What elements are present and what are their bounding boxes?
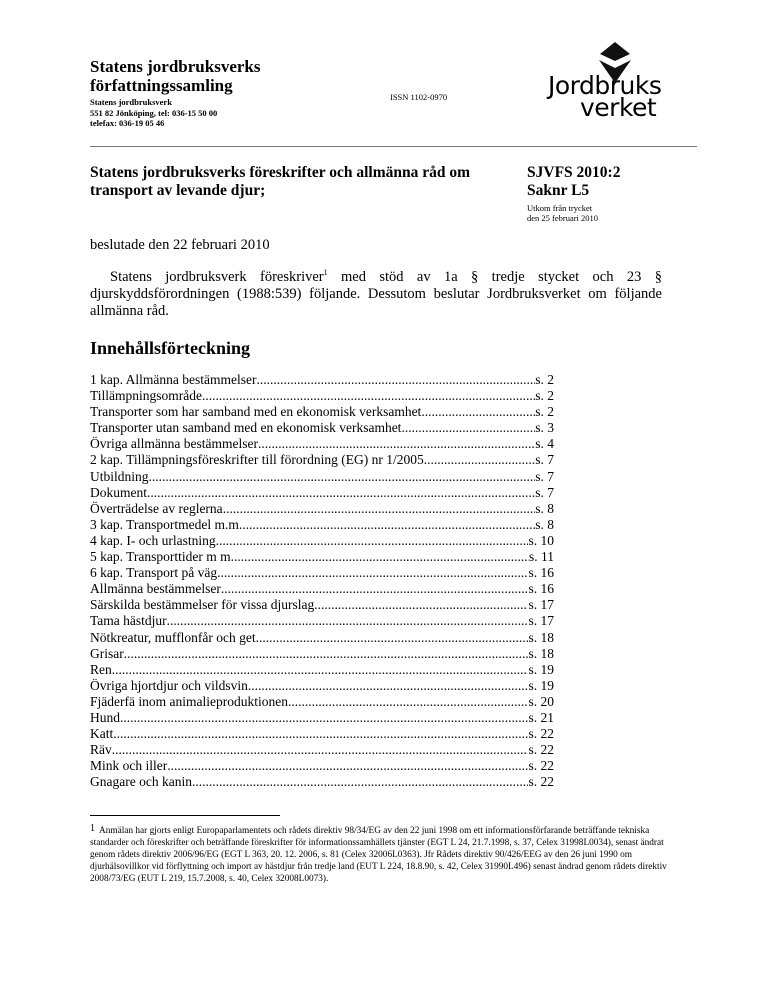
toc-entry[interactable]: [90, 501, 554, 517]
toc-leader-dots: [401, 420, 535, 436]
toc-leader-dots: [112, 662, 529, 678]
toc-entry-label: Allmänna bestämmelser: [90, 581, 221, 597]
document-code: SJVFS 2010:2: [527, 164, 621, 181]
toc-entry[interactable]: [90, 549, 554, 565]
toc-entry[interactable]: [90, 597, 554, 613]
toc-entry-page: s. 7: [535, 452, 554, 468]
toc-entry[interactable]: [90, 742, 554, 758]
address-line-3: telefax: 036-19 05 46: [90, 118, 165, 128]
publication-title-line-2: författningssamling: [90, 76, 233, 95]
toc-entry[interactable]: [90, 372, 554, 388]
toc-entry-page: s. 7: [535, 484, 554, 500]
toc-entry-page: s. 11: [528, 549, 554, 565]
toc-entry-label: Katt: [90, 726, 114, 742]
logo-line-1: Jordbruks: [548, 71, 662, 100]
toc-leader-dots: [113, 726, 528, 742]
toc-entry-page: s. 21: [528, 709, 554, 725]
toc-entry-page: s. 19: [528, 677, 554, 693]
toc-leader-dots: [258, 436, 535, 452]
toc-entry-label: Tama hästdjur: [90, 613, 167, 629]
toc-entry[interactable]: [90, 469, 554, 485]
issued-date: [527, 203, 598, 223]
toc-entry-page: s. 22: [528, 774, 554, 790]
toc-entry-page: s. 20: [528, 693, 554, 709]
toc-entry-label: Dokument: [90, 484, 147, 500]
toc-leader-dots: [256, 372, 535, 388]
intro-text-end: med stöd av 1a § tredje stycket och 23 § djurskyddsförordningen (1988:539) följande. Dessutom beslutar Jordbruksverket om följande allmänna råd.: [90, 269, 662, 319]
toc-entry[interactable]: [90, 774, 554, 790]
toc-leader-dots: [120, 710, 528, 726]
toc-entry-page: s. 8: [535, 500, 554, 516]
logo-line-2: verket: [580, 93, 657, 122]
toc-leader-dots: [242, 517, 535, 533]
toc-entry-label: Tillämpningsområde: [90, 388, 203, 404]
toc-entry-page: s. 3: [535, 420, 554, 436]
toc-entry-page: s. 18: [528, 629, 554, 645]
toc-entry[interactable]: [90, 485, 554, 501]
toc-entry-label: Övriga allmänna bestämmelser: [90, 436, 258, 452]
toc-entry[interactable]: [90, 758, 554, 774]
toc-entry-label: Hund: [90, 709, 120, 725]
header-divider: [90, 146, 697, 147]
toc-entry-page: s. 16: [528, 565, 554, 581]
toc-entry-label: Ren: [90, 661, 112, 677]
toc-entry-page: s. 2: [535, 388, 554, 404]
issued-line-1: Utkom från trycket: [527, 203, 593, 213]
toc-entry-page: s. 22: [528, 758, 554, 774]
toc-entry-page: s. 17: [528, 613, 554, 629]
toc-entry-page: s. 17: [528, 597, 554, 613]
toc-entry[interactable]: [90, 630, 554, 646]
toc-entry-page: s. 18: [528, 645, 554, 661]
footnote-marker: 1: [90, 823, 95, 834]
intro-text-start: Statens jordbruksverk föreskriver: [110, 269, 324, 285]
toc-entry[interactable]: [90, 452, 554, 468]
decision-date: beslutade den 22 februari 2010: [90, 237, 270, 253]
toc-entry[interactable]: [90, 565, 554, 581]
toc-leader-dots: [124, 646, 529, 662]
toc-entry-label: Nötkreatur, mufflonfår och get: [90, 629, 256, 645]
intro-paragraph: [90, 269, 662, 320]
toc-entry-label: Överträdelse av reglerna: [90, 500, 223, 516]
document-title: Statens jordbruksverks föreskrifter och allmänna råd om transport av levande djur;: [90, 164, 471, 199]
toc-leader-dots: [216, 533, 529, 549]
toc-entry[interactable]: [90, 388, 554, 404]
toc-entry[interactable]: [90, 678, 554, 694]
toc-entry-page: s. 4: [535, 436, 554, 452]
publication-title: [90, 57, 261, 95]
footnote: [90, 823, 690, 885]
footnote-text: Anmälan har gjorts enligt Europaparlamentets och rådets direktiv 98/34/EG av den 22 juni 1998 om ett informationsförfarande beträffande tekniska standarder och föreskrifter och beträffande föreskrifter för informationssamhällets tjänster (EGT L 24, 21.7.1998, s. 37, Celex 31998L0034), senast ändrat genom rådets direktiv 2006/96/EG (EGT L 363, 20. 12. 2006, s. 81 (Celex 32006L0363). Jfr Rådets direktiv 90/426/EEG av den 26 juni 1990 om djurhälsovillkor vid förflyttning och import av hästdjur från tredje land (EUT L 224, 18.8.90, s. 42, Celex 31990L496) senast ändrad genom rådets direktiv 2008/73/EG (EUT L 219, 15.7.2008, s. 40, Celex 32008L0073).: [90, 826, 667, 884]
issn-number: ISSN 1102-0970: [390, 92, 448, 102]
toc-leader-dots: [217, 565, 528, 581]
toc-entry-page: s. 10: [528, 532, 554, 548]
toc-entry-page: s. 7: [535, 468, 554, 484]
publication-title-line-1: Statens jordbruksverks: [90, 57, 261, 76]
toc-entry[interactable]: [90, 662, 554, 678]
toc-entry-page: s. 22: [528, 742, 554, 758]
toc-entry[interactable]: [90, 613, 554, 629]
toc-leader-dots: [192, 774, 529, 790]
toc-leader-dots: [147, 485, 535, 501]
toc-entry-label: Gnagare och kanin: [90, 774, 192, 790]
toc-entry-label: 1 kap. Allmänna bestämmelser: [90, 372, 257, 387]
toc-entry[interactable]: [90, 694, 554, 710]
toc-entry-page: s. 2: [535, 404, 554, 420]
toc-entry-label: Utbildning: [90, 468, 149, 484]
toc-entry-label: 4 kap. I- och urlastning: [90, 532, 216, 548]
toc-list: [90, 372, 554, 790]
toc-entry[interactable]: [90, 404, 554, 420]
issued-line-2: den 25 februari 2010: [527, 213, 599, 223]
toc-leader-dots: [248, 678, 529, 694]
toc-entry-page: s. 22: [528, 726, 554, 742]
publisher-address: [90, 97, 217, 129]
toc-leader-dots: [149, 469, 536, 485]
toc-entry[interactable]: [90, 646, 554, 662]
toc-entry-label: Transporter utan samband med en ekonomisk verksamhet: [90, 420, 402, 436]
toc-entry-label: 2 kap. Tillämpningsföreskrifter till förordning (EG) nr 1/2005: [90, 452, 424, 468]
toc-entry-label: Fjäderfä inom animalieproduktionen: [90, 693, 288, 709]
toc-heading: Innehållsförteckning: [90, 338, 251, 358]
toc-leader-dots: [424, 452, 536, 468]
toc-entry-label: Räv: [90, 742, 112, 758]
toc-leader-dots: [167, 613, 529, 629]
toc-entry[interactable]: [90, 420, 554, 436]
toc-leader-dots: [221, 581, 529, 597]
logo-wordmark: [548, 71, 662, 122]
toc-entry-page: s. 16: [528, 581, 554, 597]
toc-entry-page: s. 19: [528, 661, 554, 677]
toc-entry-page: s. 8: [535, 516, 554, 532]
toc-leader-dots: [112, 742, 529, 758]
toc-entry-page: s. 2: [535, 372, 554, 387]
toc-entry-label: 6 kap. Transport på väg: [90, 565, 218, 581]
toc-entry-label: 5 kap. Transporttider m m: [90, 549, 231, 565]
footnote-reference[interactable]: 1: [323, 268, 328, 278]
toc-entry-label: Mink och iller: [90, 758, 168, 774]
toc-entry[interactable]: [90, 710, 554, 726]
toc-entry-label: Grisar: [90, 645, 124, 661]
toc-leader-dots: [231, 549, 529, 565]
toc-leader-dots: [167, 758, 528, 774]
toc-leader-dots: [314, 597, 528, 613]
toc-leader-dots: [421, 404, 535, 420]
toc-entry[interactable]: [90, 533, 554, 549]
toc-leader-dots: [256, 630, 529, 646]
toc-leader-dots: [223, 501, 536, 517]
toc-entry-label: Transporter som har samband med en ekonomisk verksamhet: [90, 404, 422, 420]
toc-entry[interactable]: [90, 517, 554, 533]
saknr: Saknr L5: [527, 182, 590, 199]
address-line-2: 551 82 Jönköping, tel: 036-15 50 00: [90, 107, 218, 118]
toc-entry[interactable]: [90, 436, 554, 452]
footnote-divider: [90, 815, 280, 816]
toc-entry[interactable]: [90, 726, 554, 742]
document-code-block: [527, 164, 620, 200]
address-line-1: Statens jordbruksverk: [90, 97, 172, 107]
toc-entry-label: 3 kap. Transportmedel m.m.: [90, 516, 243, 532]
toc-leader-dots: [288, 694, 529, 710]
toc-entry-label: Övriga hjortdjur och vildsvin: [90, 677, 248, 693]
toc-entry[interactable]: [90, 581, 554, 597]
toc-leader-dots: [202, 388, 535, 404]
toc-entry-label: Särskilda bestämmelser för vissa djurslag: [90, 597, 315, 613]
